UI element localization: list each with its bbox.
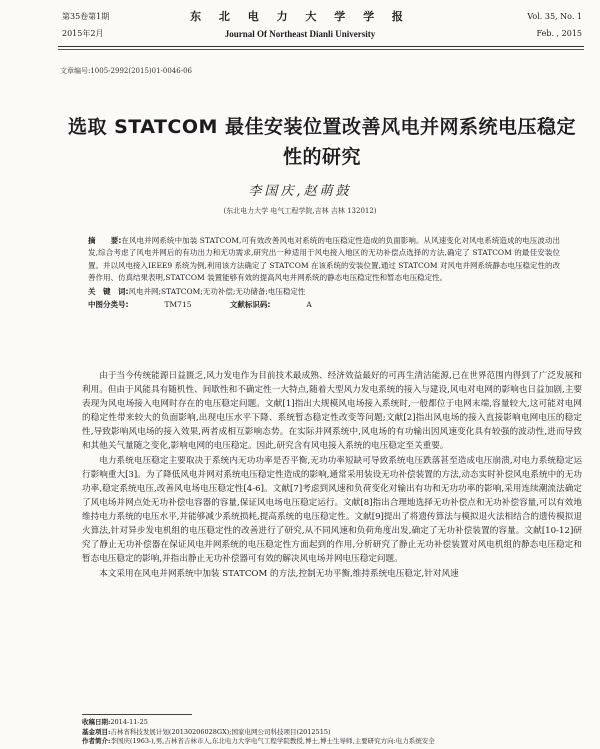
article-number: 文章编号:1005-2992(2015)01-0046-06 xyxy=(60,67,192,75)
abstract-label: 摘 要: xyxy=(88,236,122,245)
header-right xyxy=(527,11,582,40)
affiliation: (东北电力大学 电气工程学院,吉林 吉林 132012) xyxy=(223,207,377,215)
fund-value: 吉林省科技发展计划(20130206028GX);国家电网公司科技项目(2012515) xyxy=(110,727,331,736)
classification xyxy=(88,299,560,311)
abstract xyxy=(88,235,560,285)
volume-en: Vol. 35, No. 1 xyxy=(527,12,582,21)
journal-title-cn: 东 北 电 力 大 学 学 报 xyxy=(190,10,410,23)
body-paragraph: 本文采用在风电并网系统中加装 STATCOM 的方法,控制无功平衡,维持系统电压稳定,针对风速 xyxy=(99,569,459,579)
keywords-label: 关 键 词: xyxy=(88,286,129,296)
keywords xyxy=(88,286,560,298)
clc-value: TM715 xyxy=(164,300,192,310)
clc-label: 中图分类号: xyxy=(88,300,129,310)
clc xyxy=(88,300,192,309)
volume-cn: 第35卷第1期 xyxy=(62,12,110,21)
date-cn: 2015年2月 xyxy=(62,29,104,38)
author-bio-label: 作者简介: xyxy=(82,737,111,745)
abstract-block xyxy=(88,235,560,311)
journal-header xyxy=(0,8,600,39)
footnotes xyxy=(82,718,582,747)
author-bio-value: 李国庆(1963-),男,吉林省吉林市人,东北电力大学电气工程学院教授,博士,博士生导师,主要研究方向:电力系统安全 xyxy=(110,737,435,745)
header-rule-thin xyxy=(58,49,584,50)
journal-title-en: Journal Of Northeast Dianli University xyxy=(224,29,376,39)
abstract-text: 在风电并网系统中加装 STATCOM,可有效改善风电对系统的电压稳定性造成的负面影响。从风速变化对风电系统造成的电压波动出发,综合考虑了风电并网后的有功出力和无功需求,研究出一种适用于风电接入地区的无功补偿点选择的方法,确定了 STATCOM 的最佳安装位置。并以风电接入IEEE9 系统为例,利用该方法确定了 STATCOM 在该系统的安装位置,通过 STATCOM 对风电并网系统静态电压稳定性的改善作用、仿真结果表明,STATCOM 装置能够有效的提高风电并网系统的静态电压稳定性和暂态电压稳定性。 xyxy=(88,236,560,283)
paper-title: 选取 STATCOM 最佳安装位置改善风电并网系统电压稳定性的研究 xyxy=(67,116,577,168)
doc-code-value: A xyxy=(306,300,312,310)
received-value: 2014-11-25 xyxy=(110,718,148,726)
doc-code xyxy=(230,300,312,309)
received-label: 收稿日期: xyxy=(82,718,111,726)
author-bio xyxy=(82,737,582,747)
received-date xyxy=(82,718,582,728)
authors: 李国庆,赵萌鼓 xyxy=(248,184,352,199)
fund-project xyxy=(82,728,582,738)
footnote-rule xyxy=(82,714,192,715)
body-text xyxy=(82,369,582,582)
header-rule xyxy=(58,46,584,47)
date-en: Feb. , 2015 xyxy=(536,29,582,38)
body-paragraph: 电力系统电压稳定主要取决于系统内无功功率是否平衡,无功功率短缺可导致系统电压跌落甚至造成电压崩溃,对电力系统稳定运行影响重大[3]。为了降低风电并网对系统电压稳定性造成的影响,通常采用装设无功补偿装置的方法,动态实时补偿风电系统中的无功功率,稳定系统电压,改善风电场电压稳定性[4-6]。文献[7]考虑到风速和负荷变化对输出有功和无功功率的影响,采用连续潮流法确定了风电场并网点处无功补偿电容器的容量,保证风电场电压稳定运行。文献[8]指出合理地选择无功补偿点和无功补偿容量,可以有效地维持电力系统的电压水平,并能够减少系统损耗,提高系统的电压稳定性。文献[9]提出了将遗传算法与模拟退火法相结合的遗传模拟退火算法,针对异步发电机组的电压稳定性的改善进行了研究,从不同风速和负荷角度出发,确定了无功补偿装置的容量。文献[10-12]研究了静止无功补偿器在保证风电并网系统的电压稳定性方面起到的作用,分析研究了静止无功补偿装置对风电机组的静态电压稳定和暂态电压稳定的影响,并指出静止无功补偿器可有效的解决风电场并网电压稳定问题。 xyxy=(82,456,582,564)
fund-label: 基金项目: xyxy=(82,727,111,736)
doc-code-label: 文献标识码: xyxy=(229,300,271,310)
body-paragraph: 由于当今传统能源日益匮乏,风力发电作为目前技术最成熟、经济效益最好的可再生清洁能源,已在世界范围内得到了广泛发展和利用。但由于风能具有随机性、间歇性和不确定性一大特点,随着大型风力发电系统的接入与建设,风电对电网的影响也日益加剧,主要表现为风电场接入电网时存在的电压稳定问题。文献[1]指出大规模风电场接入系统时,一般都位于电网末端,容量较大,这可能对电网的稳定性带来较大的负面影响,出现电压水平下降、系统暂态稳定性改变等问题;文献[2]指出风电场的接入直接影响电网电压的稳定性,导致影响风电场的接入效果,两者成相互影响态势。在实际并网系统中,风电场的有功输出因风速变化具有较强的波动性,进而导致和其他关气量随之变化,影响电网的电压稳定。因此,研究含有风电接入系统的电压稳定至关重要。 xyxy=(82,371,582,451)
keywords-text: 风电并网;STATCOM;无功补偿;无功储备;电压稳定性 xyxy=(128,286,306,296)
